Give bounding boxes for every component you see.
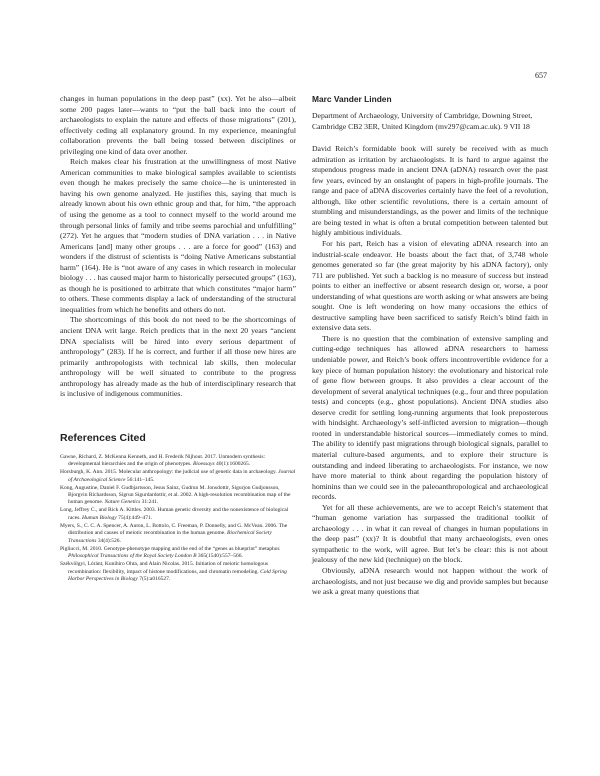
left-column xyxy=(60,94,296,584)
references-heading: References Cited xyxy=(60,431,146,444)
body-paragraph: There is no question that the combination of extensive sampling and cutting-edge techniques has allowed aDNA researchers to harness undeniable power, and Reich’s book offers incontrovertible evidence for a key piece of human population history: the evolutionary and historical role of gene flow between groups. It also provides a clear account of the development of several analytical techniques (e.g., four and three population tests) and concepts (e.g., ghost populations). Ancient DNA studies also deserve credit for settling long-running arguments that look preposterous with hindsight. Archaeology’s self-inflicted aversion to migration—though rooted in understandable historical sources—immediately comes to mind. The ability to identify past migrations through biological signals, parallel to material culture-based arguments, and to explore their structure is outstanding and indeed liberating to archaeologists. For instance, we now have more material to think about regarding the population history of hominins than we could see in the paleoanthropological and archaeological records. xyxy=(312,333,548,502)
reference-item: Pigliucci, M. 2010. Genotype-phenotype mapping and the end of the “genes as blueprint” metaphor. Philosophical Transactions of the Royal Society London B 365(1540):557–566. xyxy=(60,545,281,560)
author-affiliation: Department of Archaeology, University of Cambridge, Downing Street, Cambridge CB2 3ER, United Kingdom (mv297@cam.ac.uk). 9 VII 18 xyxy=(312,111,533,131)
page-number: 657 xyxy=(535,71,547,80)
reference-item: Gawne, Richard, Z. McKenna Kenneth, and H. Frederik Nijhout. 2017. Unmodern synthesis: developmental hierarchies and the origin of phenotypes. Bioessays 40(1):1600265. xyxy=(60,453,265,468)
reference-item: Horsburgh, K. Ann. 2015. Molecular anthropology: the judicial use of genetic data in archaeology. Journal of Archaeological Science 56:141–145. xyxy=(60,469,296,483)
reference-item: Kong, Augustine, Daniel F. Gudbjartsson, Jesus Sainz, Gudrun M. Jonsdottir, Sigurjon Gudjonsson, Bjorgvin Richardsson, Sigrun Sigurdardottir, et al. 2002. A high-resolution recombination map of the human genome. Nature Genetics 31:241. xyxy=(60,484,291,506)
body-paragraph: David Reich’s formidable book will surely be received with as much admiration as irritation by archaeologists. It is hard to argue against the stupendous progress made in ancient DNA (aDNA) research over the past few years, evinced by an onslaught of papers in high-profile journals. The range and pace of aDNA discoveries certainly have the feel of a revolution, although, like other scientific revolutions, there is a certain amount of stumbling and misunderstandings, as the power and limits of the technique are being tested in what is often a brutal competition between talented but highly ambitious individuals. xyxy=(312,144,548,238)
body-paragraph: The shortcomings of this book do not need to be the shortcomings of ancient DNA writ large. Reich predicts that in the next 20 years “ancient DNA specialists will be hired into every serious department of anthropology” (283). If he is correct, and further if all those new hires are primarily anthropologists with technical lab skills, then molecular anthropology will be well situated to contribute to the progress anthropology has already made as the hub of interdisciplinary research that is inclusive of indigenous communities. xyxy=(60,315,296,399)
body-paragraph: Reich makes clear his frustration at the unwillingness of most Native American communities to make biological samples available to scientists even though he makes precisely the same choice—he is uninterested in having his own genome analyzed. He justifies this, saying that much is already known about his own ethnic group and that, for him, “the approach of using the genome as a tool to connect myself to the world around me through personal links of family and tribe seems parochial and unfulfilling” (272). Yet he argues that “modern studies of DNA variation . . . in Native Americans [and] many other groups . . . are a force for good” (163) and wonders if the distrust of scientists is “doing Native Americans substantial harm” (164). He is “not aware of any cases in which research in molecular biology . . . has caused major harm to historically persecuted groups” (163), as though he is positioned to arbitrate that which constitutes “major harm” to others. These comments display a lack of understanding of the structural inequalities from which he benefits and others do not. xyxy=(60,157,296,314)
references-list xyxy=(60,454,296,583)
reference-item: Székvölgyi, Lóránt, Kunihiro Ohta, and Alain Nicolas. 2015. Initiation of meiotic homologous recombination: flexibility, impact of histone modifications, and chromatin remodeling. Cold Spring Harbor Perspectives in Biology 7(5):a016527. xyxy=(60,561,287,582)
reference-item: Myers, S., C. C. A. Spencer, A. Auton, L. Bottolo, C. Freeman, P. Donnelly, and G. McVean. 2006. The distribution and causes of meiotic recombination in the human genome. Biochemical Society Transactions 34(4):526. xyxy=(60,522,288,544)
body-paragraph: Obviously, aDNA research would not happen without the work of archaeologists, and not just because we dig and provide samples but because we ask a great many questions that xyxy=(312,565,548,597)
body-paragraph: For his part, Reich has a vision of elevating aDNA research into an industrial-scale endeavor. He boasts about the fact that, of 3,748 whole genomes generated so far (the great majority by his aDNA factory), only 711 are published. Yet such a backlog is no measure of success but instead points to either an ineffective or absent research design or, worse, a poor understanding of what questions are worth asking or what answers are being sought. One is left wondering on how many occasions the ethics of destructive sampling have been sacrificed to satisfy Reich’s blind faith in extensive data sets. xyxy=(312,239,548,333)
author-name: Marc Vander Linden xyxy=(312,94,392,104)
reference-item: Long, Jeffrey C., and Rick A. Kittles. 2003. Human genetic diversity and the nonexistence of biological races. Human Biology 75(4):449–471. xyxy=(60,507,289,521)
right-column xyxy=(312,94,548,598)
body-paragraph: Yet for all these achievements, are we to accept Reich’s statement that “human genome variation has surpassed the traditional toolkit of archaeology . . . in what it can reveal of changes in human populations in the deep past” (xx)? It is doubtful that many archaeologists, even ones sympathetic to the work, will agree. But let’s be clear: this is not about jealousy of the new kid (technique) on the block. xyxy=(312,502,548,565)
body-paragraph: changes in human populations in the deep past” (xx). Yet he also—albeit some 200 pages later—wants to “put the ball back into the court of archaeologists to explain the nature and effects of those migrations” (201), effectively ceding all explanatory ground. In my experience, meaningful collaboration prevents the ball being tossed between disciplines or privileging one kind of data over another. xyxy=(60,94,296,156)
